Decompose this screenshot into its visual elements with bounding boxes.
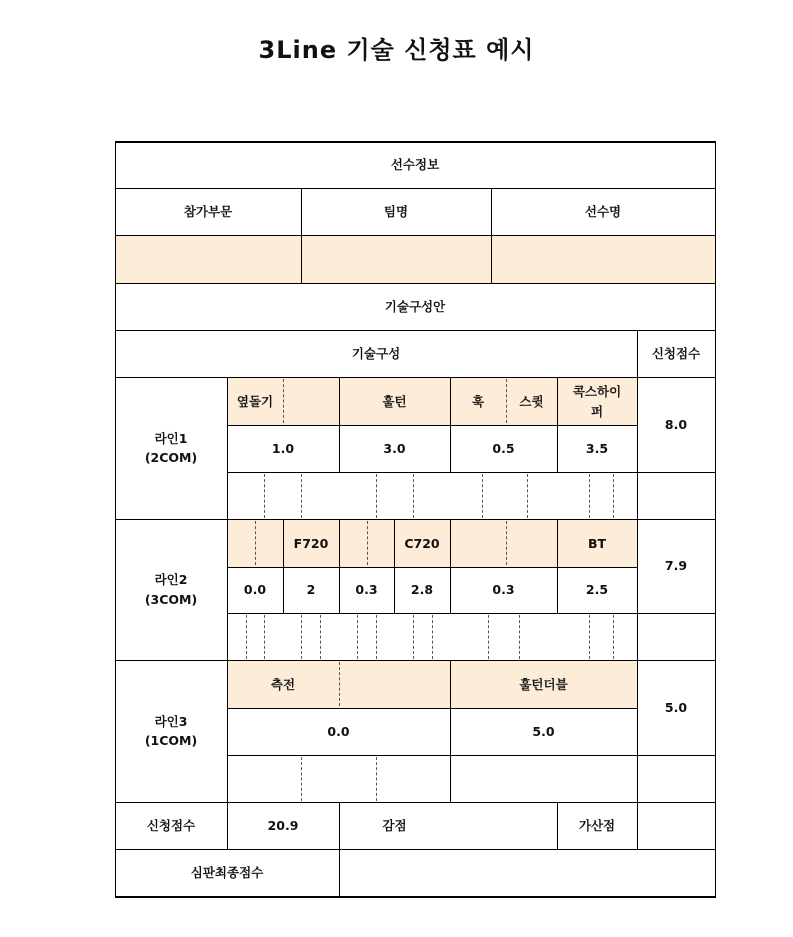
line2-score: 7.9 xyxy=(664,558,688,574)
summary-bonus-value[interactable] xyxy=(637,802,715,849)
summary-deduction-label: 감점 xyxy=(382,817,407,833)
line2-move-2: C720 xyxy=(404,535,440,551)
line1-label: 라인1 (2COM) xyxy=(144,430,198,465)
line3-value-2: 5.0 xyxy=(532,723,555,739)
line1-value-4: 3.5 xyxy=(585,440,609,456)
line1-value-1: 1.0 xyxy=(271,440,295,456)
header-applied-score: 신청점수 xyxy=(651,345,701,361)
line2-value-6: 2.5 xyxy=(585,582,609,598)
line3-move-1: 측전 xyxy=(270,676,296,692)
final-score-value[interactable] xyxy=(339,849,715,896)
final-score-label: 심판최종점수 xyxy=(190,864,264,880)
line1-move-2: 훌턴 xyxy=(382,393,407,409)
line1-move-4: 스큇 xyxy=(519,393,544,409)
line1-value-2: 3.0 xyxy=(383,440,406,456)
line1-value-3: 0.5 xyxy=(492,440,515,456)
header-player-name: 선수명 xyxy=(584,203,622,219)
summary-deduction-value[interactable] xyxy=(450,802,557,849)
division-input[interactable] xyxy=(115,236,301,283)
line3-value-1: 0.0 xyxy=(327,723,350,739)
summary-applied-score-value: 20.9 xyxy=(267,817,299,833)
summary-bonus-label: 가산점 xyxy=(578,817,616,833)
section-player-info: 선수정보 xyxy=(390,156,440,172)
line1-score: 8.0 xyxy=(664,416,688,432)
line3-label: 라인3 (1COM) xyxy=(144,713,198,748)
line2-value-3: 0.3 xyxy=(355,582,378,598)
line3-score: 5.0 xyxy=(664,699,688,715)
line2-value-5: 0.3 xyxy=(492,582,515,598)
line2-label: 라인2 (3COM) xyxy=(144,572,198,607)
page-title: 3Line 기술 신청표 예시 xyxy=(258,36,535,64)
player-name-input[interactable] xyxy=(491,236,715,283)
line2-move-1: F720 xyxy=(293,535,329,551)
header-team: 팀명 xyxy=(383,203,409,219)
line2-value-4: 2.8 xyxy=(410,582,434,598)
summary-applied-score-label: 신청점수 xyxy=(146,817,196,833)
line2-move-3: BT xyxy=(587,535,607,551)
team-input[interactable] xyxy=(301,236,491,283)
header-division: 참가부문 xyxy=(183,203,233,219)
line1-move-1: 옆돌기 xyxy=(236,393,274,409)
line2-value-2: 2 xyxy=(306,582,316,598)
line2-value-1: 0.0 xyxy=(243,582,267,598)
header-skill-composition: 기술구성 xyxy=(351,345,401,361)
section-skill-plan: 기술구성안 xyxy=(384,298,446,314)
line3-move-2: 훌턴더블 xyxy=(519,676,568,692)
line1-move-3: 훅 xyxy=(471,393,485,409)
line1-move-5: 콕스하이 퍼 xyxy=(572,384,622,419)
